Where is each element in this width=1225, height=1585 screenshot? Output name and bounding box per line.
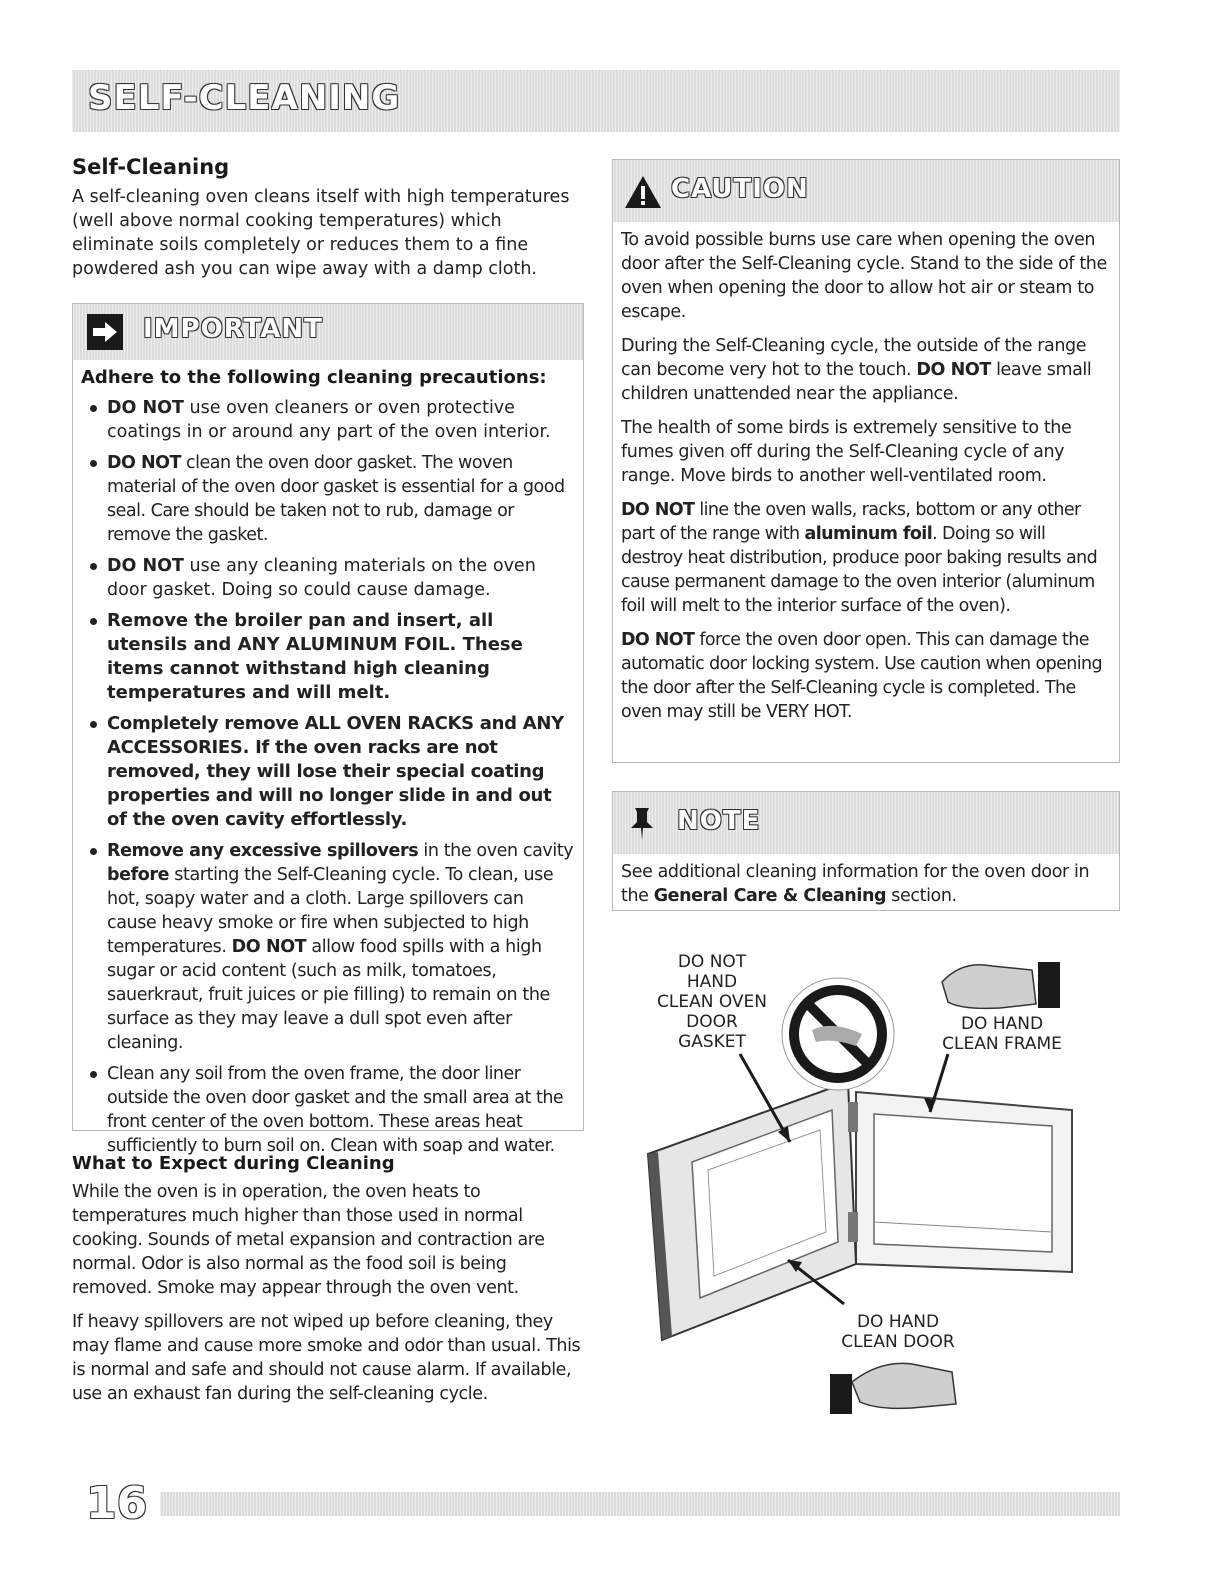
- header-band: [72, 70, 1120, 132]
- list-item: [81, 451, 575, 547]
- arrow-right-icon: [87, 314, 123, 350]
- important-body: [73, 360, 583, 1173]
- bold-text: General Care & Cleaning: [653, 886, 887, 906]
- caution-paragraph-4: [621, 498, 1111, 618]
- item-text: Clean any soil from the oven frame, the door liner outside the oven door gasket and the small area at the front center of the oven bottom. These areas heat sufficiently to burn soil on. Clean with soap and water.: [107, 1064, 564, 1156]
- important-box: [72, 303, 584, 1156]
- list-item: [81, 396, 575, 444]
- bold-text: Remove the broiler pan and insert, all utensils and ANY ALUMINUM FOIL. These items cannot withstand high cleaning temperatures and will melt.: [107, 610, 523, 703]
- label-line: CLEAN DOOR: [841, 1332, 955, 1352]
- bold-text: DO NOT: [231, 937, 307, 957]
- list-item: [81, 712, 575, 832]
- text: . Doing so will destroy heat distribution, produce poor baking results and cause permanent damage to the oven interior (aluminum foil will melt to the interior surface of the oven).: [621, 524, 1098, 616]
- important-label: IMPORTANT: [143, 314, 323, 344]
- item-text: use oven cleaners or oven protective coatings in or around any part of the oven interior.: [107, 398, 551, 442]
- caution-header: [613, 160, 1119, 222]
- frame-label: [912, 1014, 1092, 1054]
- expect-paragraph-1: While the oven is in operation, the oven heats to temperatures much higher than those used in normal cooking. Sounds of metal expansion and contraction are normal. Odor is also normal as the food soil is being removed. Smoke may appear through the oven vent.: [72, 1182, 545, 1298]
- item-text: clean the oven door gasket. The woven material of the oven door gasket is essential for a good seal. Care should be taken not to rub, damage or remove the gasket.: [107, 453, 565, 545]
- note-body: [613, 854, 1119, 926]
- warning-icon: [623, 174, 663, 210]
- note-text: [621, 860, 1111, 908]
- item-text: allow food spills with a high sugar or acid content (such as milk, tomatoes, sauerkraut, fruit juices or pie filling) to remain on the surface as they may leave a dull spot even after cleaning.: [107, 937, 550, 1053]
- text: leave small children unattended near the appliance.: [621, 360, 1092, 404]
- page-title: SELF-CLEANING: [88, 78, 401, 118]
- list-item: [81, 554, 575, 602]
- note-header: [613, 792, 1119, 854]
- label-line: GASKET: [678, 1032, 746, 1052]
- text: During the Self-Cleaning cycle, the outside of the range can become very hot to the touch.: [621, 336, 1087, 380]
- caution-paragraph-1: To avoid possible burns use care when opening the oven door after the Self-Cleaning cycle. Stand to the side of the oven when opening the door to allow hot air or steam to escape.: [621, 230, 1107, 322]
- text: See additional cleaning information for the oven door in the: [621, 862, 1090, 906]
- bold-text: aluminum foil: [804, 524, 933, 544]
- caution-box: [612, 159, 1120, 763]
- bold-text: DO NOT: [621, 630, 695, 650]
- precautions-lead: Adhere to the following cleaning precautions:: [81, 367, 547, 388]
- text: force the oven door open. This can damage the automatic door locking system. Use caution when opening the door after the Self-Cleaning cycle is completed. The oven may still be VERY HOT.: [621, 630, 1103, 722]
- page-number: 16: [86, 1478, 148, 1529]
- bold-text: DO NOT: [916, 360, 991, 380]
- label-line: CLEAN OVEN: [656, 992, 767, 1012]
- pushpin-icon: [625, 804, 659, 842]
- item-text: in the oven cavity: [418, 841, 574, 861]
- expect-paragraph-2: If heavy spillovers are not wiped up before cleaning, they may flame and cause more smoke and odor than usual. This is normal and safe and should not cause alarm. If available, use an exhaust fan during the self-cleaning cycle.: [72, 1312, 581, 1404]
- list-item: [81, 609, 575, 705]
- precautions-list: [81, 396, 575, 1158]
- label-line: DO HAND: [960, 1014, 1044, 1034]
- footer-band: [160, 1492, 1120, 1516]
- oven-cleaning-illustration: [612, 942, 1120, 1422]
- bold-text: DO NOT: [107, 556, 184, 576]
- important-header: [73, 304, 583, 360]
- item-text: use any cleaning materials on the oven door gasket. Doing so could cause damage.: [107, 556, 536, 600]
- list-item: [81, 1062, 575, 1158]
- caution-body: [613, 222, 1119, 742]
- section-heading: Self-Cleaning: [72, 155, 230, 179]
- caution-label: CAUTION: [671, 174, 809, 204]
- bold-text: DO NOT: [621, 500, 695, 520]
- intro-paragraph: A self-cleaning oven cleans itself with high temperatures (well above normal cooking temperatures) which eliminate soils completely or reduces them to a fine powdered ash you can wipe away with a damp cloth.: [72, 187, 570, 279]
- bold-text: before: [107, 865, 170, 885]
- caution-paragraph-3: The health of some birds is extremely sensitive to the fumes given off during the Self-Cleaning cycle of any range. Move birds to another well-ventilated room.: [621, 418, 1072, 486]
- right-column: [612, 155, 1120, 911]
- left-column: [72, 155, 584, 1416]
- note-label: NOTE: [677, 806, 761, 836]
- gasket-label: [612, 952, 812, 1052]
- bold-text: Completely remove ALL OVEN RACKS and ANY ACCESSORIES. If the oven racks are not removed, they will lose their special coating properties and will no longer slide in and out of the oven cavity effortlessly.: [107, 713, 564, 830]
- label-line: DO HAND: [856, 1312, 940, 1332]
- label-line: DOOR: [686, 1012, 738, 1032]
- label-line: DO NOT: [677, 952, 747, 972]
- door-label: [808, 1312, 988, 1352]
- expect-heading: What to Expect during Cleaning: [72, 1153, 395, 1174]
- note-box: [612, 791, 1120, 911]
- caution-paragraph-5: [621, 628, 1111, 724]
- item-text: starting the Self-Cleaning cycle. To clean, use hot, soapy water and a cloth. Large spillovers can cause heavy smoke or fire when subjected to high temperatures.: [107, 865, 554, 957]
- bold-text: DO NOT: [107, 398, 184, 418]
- bold-text: Remove any excessive spillovers: [107, 841, 419, 861]
- list-item: [81, 839, 575, 1055]
- text: line the oven walls, racks, bottom or any other part of the range with: [621, 500, 1081, 544]
- label-line: CLEAN FRAME: [942, 1034, 1062, 1054]
- caution-paragraph-2: [621, 334, 1111, 406]
- text: section.: [886, 886, 957, 906]
- label-line: HAND: [686, 972, 738, 992]
- bold-text: DO NOT: [107, 453, 181, 473]
